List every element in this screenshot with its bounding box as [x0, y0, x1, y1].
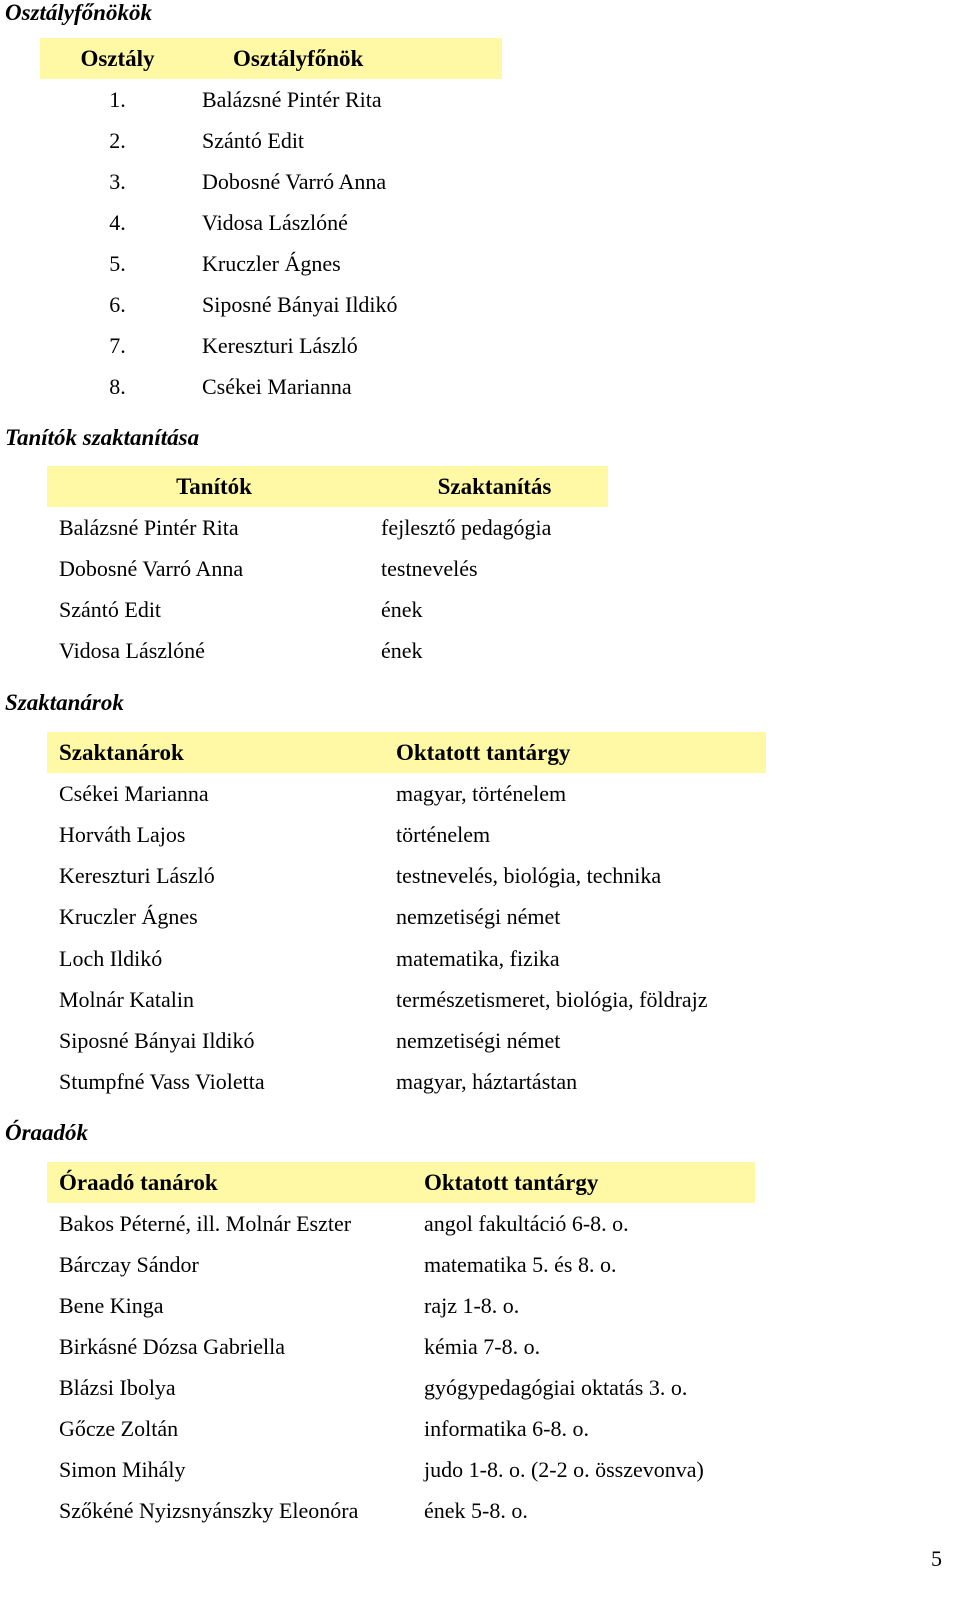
table-row	[47, 1020, 766, 1061]
column-header: Osztályfőnök	[233, 45, 364, 71]
teacher-cell: Bárczay Sándor	[59, 1251, 199, 1277]
table-row	[47, 548, 608, 589]
subject-cell: matematika 5. és 8. o.	[424, 1251, 617, 1277]
subject-cell: rajz 1-8. o.	[424, 1292, 520, 1318]
teacher-cell: Loch Ildikó	[59, 945, 163, 971]
teacher-cell: Szőkéné Nyizsnyánszky Eleonóra	[59, 1497, 359, 1523]
teacher-cell: Dobosné Varró Anna	[202, 168, 387, 194]
table-row	[47, 1244, 755, 1285]
table-row	[47, 1203, 755, 1244]
subject-cell: matematika, fizika	[396, 945, 560, 971]
teacher-cell: Siposné Bányai Ildikó	[59, 1027, 255, 1053]
teacher-cell: Vidosa Lászlóné	[59, 637, 205, 663]
teacher-cell: Simon Mihály	[59, 1456, 186, 1482]
teacher-cell: Siposné Bányai Ildikó	[202, 291, 398, 317]
table-row	[40, 366, 502, 407]
class-cell: 3.	[109, 168, 126, 194]
teacher-cell: Kruczler Ágnes	[202, 250, 341, 276]
table-row	[47, 1062, 766, 1103]
specialization-table	[47, 466, 608, 671]
column-header: Oktatott tantárgy	[396, 739, 571, 765]
teacher-cell: Molnár Katalin	[59, 986, 195, 1012]
table-row	[47, 507, 608, 548]
subject-cell: informatika 6-8. o.	[424, 1415, 589, 1441]
table-header-row	[47, 1162, 755, 1203]
table-row	[40, 284, 502, 325]
class-cell: 2.	[109, 127, 126, 153]
page-number: 5	[931, 1546, 942, 1571]
column-header: Óraadó tanárok	[59, 1169, 218, 1195]
class-cell: 6.	[109, 291, 126, 317]
table-row	[40, 120, 502, 161]
table-row	[40, 161, 502, 202]
table-row	[47, 938, 766, 979]
class-cell: 8.	[109, 373, 126, 399]
subject-cell: történelem	[396, 821, 491, 847]
subject-cell: ének 5-8. o.	[424, 1497, 528, 1523]
subject-cell: gyógypedagógiai oktatás 3. o.	[424, 1374, 688, 1400]
class-teachers-table	[40, 38, 502, 407]
column-header: Szaktanítás	[437, 473, 552, 499]
teacher-cell: Csékei Marianna	[59, 780, 209, 806]
section-title-hourly-teachers: Óraadók	[5, 1120, 89, 1145]
subject-cell: judo 1-8. o. (2-2 o. összevonva)	[424, 1456, 704, 1482]
teacher-cell: Blázsi Ibolya	[59, 1374, 176, 1400]
hourly-teachers-table	[47, 1162, 755, 1531]
table-row	[47, 1490, 755, 1531]
table-row	[47, 1285, 755, 1326]
table-row	[47, 856, 766, 897]
subject-cell: ének	[381, 637, 423, 663]
table-header-row	[47, 732, 766, 773]
teacher-cell: Dobosné Varró Anna	[59, 555, 244, 581]
section-title-class-teachers: Osztályfőnökök	[5, 0, 152, 25]
subject-cell: magyar, történelem	[396, 780, 567, 806]
table-row	[47, 1326, 755, 1367]
class-cell: 4.	[109, 209, 126, 235]
teacher-cell: Szántó Edit	[59, 596, 162, 622]
table-row	[47, 773, 766, 814]
table-row	[40, 325, 502, 366]
section-title-subject-teachers: Szaktanárok	[5, 690, 124, 715]
table-row	[47, 814, 766, 855]
class-cell: 1.	[109, 86, 126, 112]
subject-cell: angol fakultáció 6-8. o.	[424, 1210, 629, 1236]
subject-teachers-table	[47, 732, 766, 1103]
table-row	[40, 243, 502, 284]
subject-cell: testnevelés	[381, 555, 478, 581]
table-row	[47, 1449, 755, 1490]
teacher-cell: Bakos Péterné, ill. Molnár Eszter	[59, 1210, 352, 1236]
teacher-cell: Vidosa Lászlóné	[202, 209, 348, 235]
table-row	[47, 1408, 755, 1449]
teacher-cell: Stumpfné Vass Violetta	[59, 1069, 265, 1095]
teacher-cell: Birkásné Dózsa Gabriella	[59, 1333, 286, 1359]
column-header: Tanítók	[176, 473, 252, 499]
subject-cell: ének	[381, 596, 423, 622]
teacher-cell: Kruczler Ágnes	[59, 904, 198, 930]
subject-cell: nemzetiségi német	[396, 1027, 561, 1053]
subject-cell: kémia 7-8. o.	[424, 1333, 541, 1359]
teacher-cell: Gőcze Zoltán	[59, 1415, 179, 1441]
table-row	[40, 202, 502, 243]
subject-cell: magyar, háztartástan	[396, 1069, 578, 1095]
table-row	[47, 589, 608, 630]
teacher-cell: Kereszturi László	[59, 863, 215, 889]
teacher-cell: Csékei Marianna	[202, 373, 352, 399]
class-cell: 7.	[109, 332, 126, 358]
table-row	[47, 897, 766, 938]
teacher-cell: Bene Kinga	[59, 1292, 164, 1318]
column-header: Szaktanárok	[59, 739, 184, 765]
subject-cell: fejlesztő pedagógia	[381, 514, 552, 540]
teacher-cell: Balázsné Pintér Rita	[59, 514, 239, 540]
column-header: Osztály	[80, 45, 155, 71]
table-row	[47, 630, 608, 671]
table-row	[47, 1367, 755, 1408]
subject-cell: testnevelés, biológia, technika	[396, 863, 662, 889]
table-header-row	[47, 466, 608, 507]
column-header: Oktatott tantárgy	[424, 1169, 599, 1195]
class-cell: 5.	[109, 250, 126, 276]
table-header-row	[40, 38, 502, 79]
table-row	[47, 979, 766, 1020]
subject-cell: nemzetiségi német	[396, 904, 561, 930]
section-title-teachers-specialization: Tanítók szaktanítása	[5, 425, 200, 450]
table-row	[40, 79, 502, 120]
teacher-cell: Szántó Edit	[202, 127, 305, 153]
teacher-cell: Kereszturi László	[202, 332, 358, 358]
subject-cell: természetismeret, biológia, földrajz	[396, 986, 708, 1012]
teacher-cell: Horváth Lajos	[59, 821, 186, 847]
teacher-cell: Balázsné Pintér Rita	[202, 86, 382, 112]
